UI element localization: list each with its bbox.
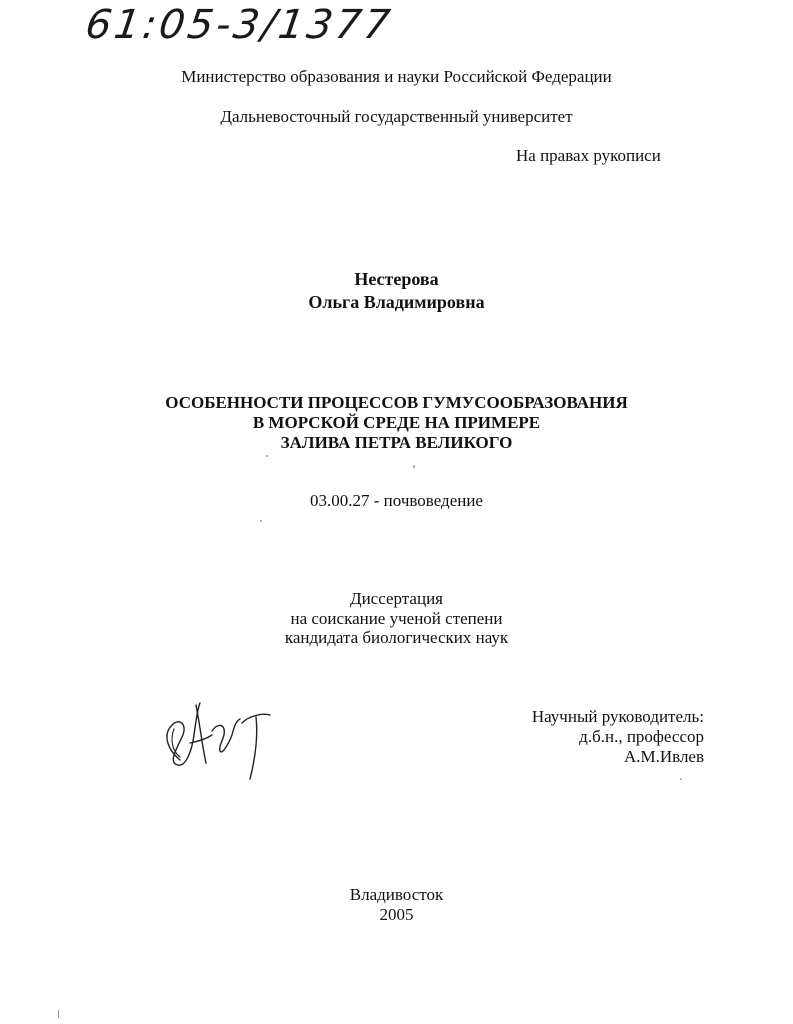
author-surname: Нестерова: [354, 269, 439, 289]
specialty-code: 03.00.27 - почвоведение: [310, 491, 483, 510]
scan-speck: [266, 455, 268, 457]
handwritten-signature: [150, 695, 280, 785]
author-given-names: Ольга Владимировна: [308, 292, 485, 312]
year: 2005: [379, 905, 414, 924]
archive-code-handwritten: 61:05-3/1377: [82, 2, 396, 48]
scan-speck: [260, 520, 262, 522]
scan-speck: [680, 778, 682, 780]
thesis-title-line-2: В МОРСКОЙ СРЕДЕ НА ПРИМЕРЕ: [252, 413, 541, 432]
scan-speck: [58, 1010, 59, 1018]
scan-speck: [413, 465, 415, 468]
supervisor-name: А.М.Ивлев: [623, 747, 704, 766]
supervisor-label: Научный руководитель:: [531, 707, 704, 726]
university-line: Дальневосточный государственный университет: [220, 107, 573, 126]
thesis-title-line-3: ЗАЛИВА ПЕТРА ВЕЛИКОГО: [280, 433, 513, 452]
dissertation-degree: кандидата биологических наук: [284, 628, 509, 647]
dissertation-purpose: на соискание ученой степени: [290, 609, 503, 628]
supervisor-block: [500, 707, 704, 767]
ministry-line: Министерство образования и науки Российской Федерации: [181, 67, 612, 86]
thesis-title-line-1: ОСОБЕННОСТИ ПРОЦЕССОВ ГУМУСООБРАЗОВАНИЯ: [165, 393, 628, 412]
city: Владивосток: [349, 885, 444, 904]
dissertation-type: Диссертация: [349, 589, 443, 608]
manuscript-rights-label: На правах рукописи: [516, 146, 661, 165]
supervisor-degree: д.б.н., профессор: [579, 727, 704, 746]
